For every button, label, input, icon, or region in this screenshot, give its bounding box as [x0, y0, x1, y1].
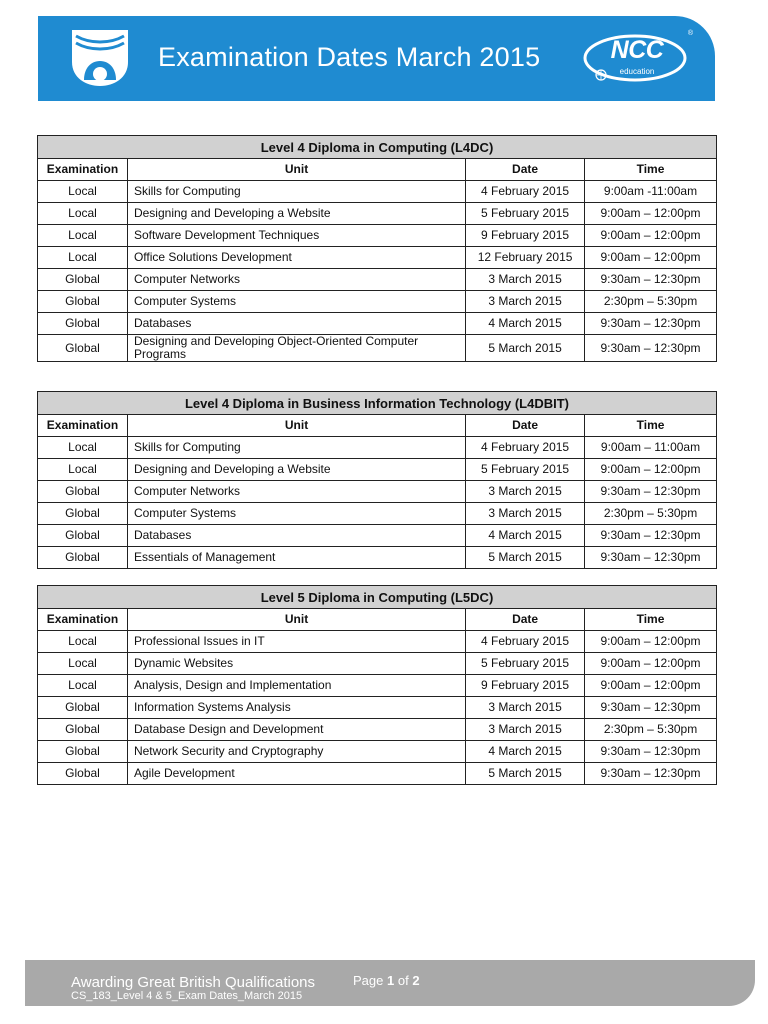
- schedule-table-l4dc: [37, 135, 717, 362]
- unit-cell: Skills for Computing: [127, 437, 465, 459]
- unit-cell: Network Security and Cryptography: [127, 741, 465, 763]
- page-total: 2: [412, 973, 420, 988]
- unit-cell: Designing and Developing a Website: [127, 459, 465, 481]
- unit-cell: Databases: [127, 313, 465, 335]
- table-row: [38, 247, 717, 269]
- unit-cell: Professional Issues in IT: [127, 631, 465, 653]
- table-row: [38, 763, 717, 785]
- date-cell: 4 February 2015: [466, 181, 585, 203]
- table-row: [38, 437, 717, 459]
- table-row: [38, 525, 717, 547]
- exam-type-cell: Local: [38, 653, 128, 675]
- exam-type-cell: Global: [38, 481, 128, 503]
- column-header-examination: Examination: [38, 415, 128, 437]
- date-cell: 3 March 2015: [466, 481, 585, 503]
- table-row: [38, 741, 717, 763]
- time-cell: 9:00am -11:00am: [585, 181, 717, 203]
- ncc-education-logo: [581, 30, 693, 88]
- unit-cell: Computer Systems: [127, 291, 465, 313]
- date-cell: 4 February 2015: [466, 631, 585, 653]
- unit-cell: Computer Systems: [127, 503, 465, 525]
- table-title: Level 5 Diploma in Computing (L5DC): [38, 586, 717, 609]
- time-cell: 9:00am – 12:00pm: [585, 459, 717, 481]
- exam-type-cell: Local: [38, 631, 128, 653]
- date-cell: 5 March 2015: [466, 335, 585, 362]
- exam-type-cell: Global: [38, 269, 128, 291]
- date-cell: 4 March 2015: [466, 313, 585, 335]
- date-cell: 5 March 2015: [466, 763, 585, 785]
- column-header-date: Date: [466, 609, 585, 631]
- time-cell: 9:00am – 12:00pm: [585, 247, 717, 269]
- time-cell: 9:00am – 12:00pm: [585, 203, 717, 225]
- exam-type-cell: Local: [38, 247, 128, 269]
- column-header-unit: Unit: [127, 609, 465, 631]
- date-cell: 3 March 2015: [466, 503, 585, 525]
- unit-cell: Office Solutions Development: [127, 247, 465, 269]
- unit-cell: Designing and Developing a Website: [127, 203, 465, 225]
- time-cell: 2:30pm – 5:30pm: [585, 291, 717, 313]
- table-row: [38, 675, 717, 697]
- table-row: [38, 335, 717, 362]
- page-title: Examination Dates March 2015: [158, 42, 541, 72]
- table-row: [38, 181, 717, 203]
- table-title: Level 4 Diploma in Business Information Technology (L4DBIT): [38, 392, 717, 415]
- column-header-date: Date: [466, 159, 585, 181]
- table-row: [38, 481, 717, 503]
- time-cell: 9:30am – 12:30pm: [585, 481, 717, 503]
- time-cell: 2:30pm – 5:30pm: [585, 503, 717, 525]
- exam-type-cell: Global: [38, 697, 128, 719]
- unit-cell: Designing and Developing Object-Oriented Computer Programs: [127, 335, 465, 362]
- column-header-date: Date: [466, 415, 585, 437]
- unit-cell: Software Development Techniques: [127, 225, 465, 247]
- exam-type-cell: Global: [38, 719, 128, 741]
- table-row: [38, 313, 717, 335]
- column-header-examination: Examination: [38, 159, 128, 181]
- date-cell: 5 February 2015: [466, 459, 585, 481]
- exam-type-cell: Global: [38, 313, 128, 335]
- table-row: [38, 459, 717, 481]
- time-cell: 9:30am – 12:30pm: [585, 763, 717, 785]
- date-cell: 3 March 2015: [466, 291, 585, 313]
- table-row: [38, 203, 717, 225]
- exam-type-cell: Local: [38, 437, 128, 459]
- time-cell: 9:00am – 12:00pm: [585, 225, 717, 247]
- unit-cell: Dynamic Websites: [127, 653, 465, 675]
- table-title: Level 4 Diploma in Computing (L4DC): [38, 136, 717, 159]
- column-header-unit: Unit: [127, 415, 465, 437]
- page-current: 1: [387, 973, 395, 988]
- time-cell: 9:00am – 12:00pm: [585, 653, 717, 675]
- time-cell: 9:00am – 12:00pm: [585, 675, 717, 697]
- time-cell: 9:00am – 11:00am: [585, 437, 717, 459]
- exam-type-cell: Global: [38, 291, 128, 313]
- date-cell: 4 March 2015: [466, 525, 585, 547]
- table-row: [38, 697, 717, 719]
- exam-type-cell: Global: [38, 741, 128, 763]
- exam-type-cell: Global: [38, 525, 128, 547]
- exam-type-cell: Global: [38, 547, 128, 569]
- header-banner: [38, 16, 715, 101]
- footer-tagline: Awarding Great British Qualifications: [71, 974, 315, 991]
- date-cell: 4 March 2015: [466, 741, 585, 763]
- registered-mark: ®: [687, 30, 693, 37]
- date-cell: 3 March 2015: [466, 719, 585, 741]
- page-indicator: [353, 973, 420, 988]
- exam-type-cell: Global: [38, 763, 128, 785]
- date-cell: 12 February 2015: [466, 247, 585, 269]
- date-cell: 3 March 2015: [466, 269, 585, 291]
- table-row: [38, 547, 717, 569]
- exam-type-cell: Global: [38, 503, 128, 525]
- table-row: [38, 719, 717, 741]
- page-label: Page: [353, 973, 384, 988]
- table-row: [38, 225, 717, 247]
- logo-subtext: education: [619, 67, 655, 76]
- schedule-table-l4dbit: [37, 391, 717, 569]
- time-cell: 9:30am – 12:30pm: [585, 269, 717, 291]
- unit-cell: Essentials of Management: [127, 547, 465, 569]
- time-cell: 9:30am – 12:30pm: [585, 741, 717, 763]
- time-cell: 9:30am – 12:30pm: [585, 313, 717, 335]
- exam-type-cell: Local: [38, 181, 128, 203]
- date-cell: 3 March 2015: [466, 697, 585, 719]
- unit-cell: Databases: [127, 525, 465, 547]
- schedule-table-l5dc: [37, 585, 717, 785]
- unit-cell: Computer Networks: [127, 481, 465, 503]
- table-row: [38, 291, 717, 313]
- page-of: of: [397, 973, 409, 988]
- time-cell: 9:30am – 12:30pm: [585, 525, 717, 547]
- date-cell: 9 February 2015: [466, 675, 585, 697]
- time-cell: 2:30pm – 5:30pm: [585, 719, 717, 741]
- date-cell: 5 February 2015: [466, 203, 585, 225]
- column-header-examination: Examination: [38, 609, 128, 631]
- unit-cell: Analysis, Design and Implementation: [127, 675, 465, 697]
- table-row: [38, 653, 717, 675]
- unit-cell: Computer Networks: [127, 269, 465, 291]
- table-row: [38, 503, 717, 525]
- unit-cell: Skills for Computing: [127, 181, 465, 203]
- column-header-time: Time: [585, 609, 717, 631]
- date-cell: 5 March 2015: [466, 547, 585, 569]
- unit-cell: Database Design and Development: [127, 719, 465, 741]
- exam-type-cell: Local: [38, 203, 128, 225]
- column-header-time: Time: [585, 159, 717, 181]
- table-row: [38, 269, 717, 291]
- exam-type-cell: Local: [38, 459, 128, 481]
- page-footer: [25, 960, 755, 1006]
- column-header-time: Time: [585, 415, 717, 437]
- time-cell: 9:30am – 12:30pm: [585, 335, 717, 362]
- document-reference: CS_183_Level 4 & 5_Exam Dates_March 2015: [71, 990, 303, 1002]
- time-cell: 9:30am – 12:30pm: [585, 547, 717, 569]
- exam-type-cell: Local: [38, 675, 128, 697]
- time-cell: 9:30am – 12:30pm: [585, 697, 717, 719]
- crest-logo-icon: [70, 28, 130, 88]
- date-cell: 5 February 2015: [466, 653, 585, 675]
- time-cell: 9:00am – 12:00pm: [585, 631, 717, 653]
- column-header-unit: Unit: [127, 159, 465, 181]
- exam-type-cell: Global: [38, 335, 128, 362]
- logo-text: NCC: [610, 36, 664, 64]
- date-cell: 9 February 2015: [466, 225, 585, 247]
- unit-cell: Information Systems Analysis: [127, 697, 465, 719]
- table-row: [38, 631, 717, 653]
- date-cell: 4 February 2015: [466, 437, 585, 459]
- exam-type-cell: Local: [38, 225, 128, 247]
- unit-cell: Agile Development: [127, 763, 465, 785]
